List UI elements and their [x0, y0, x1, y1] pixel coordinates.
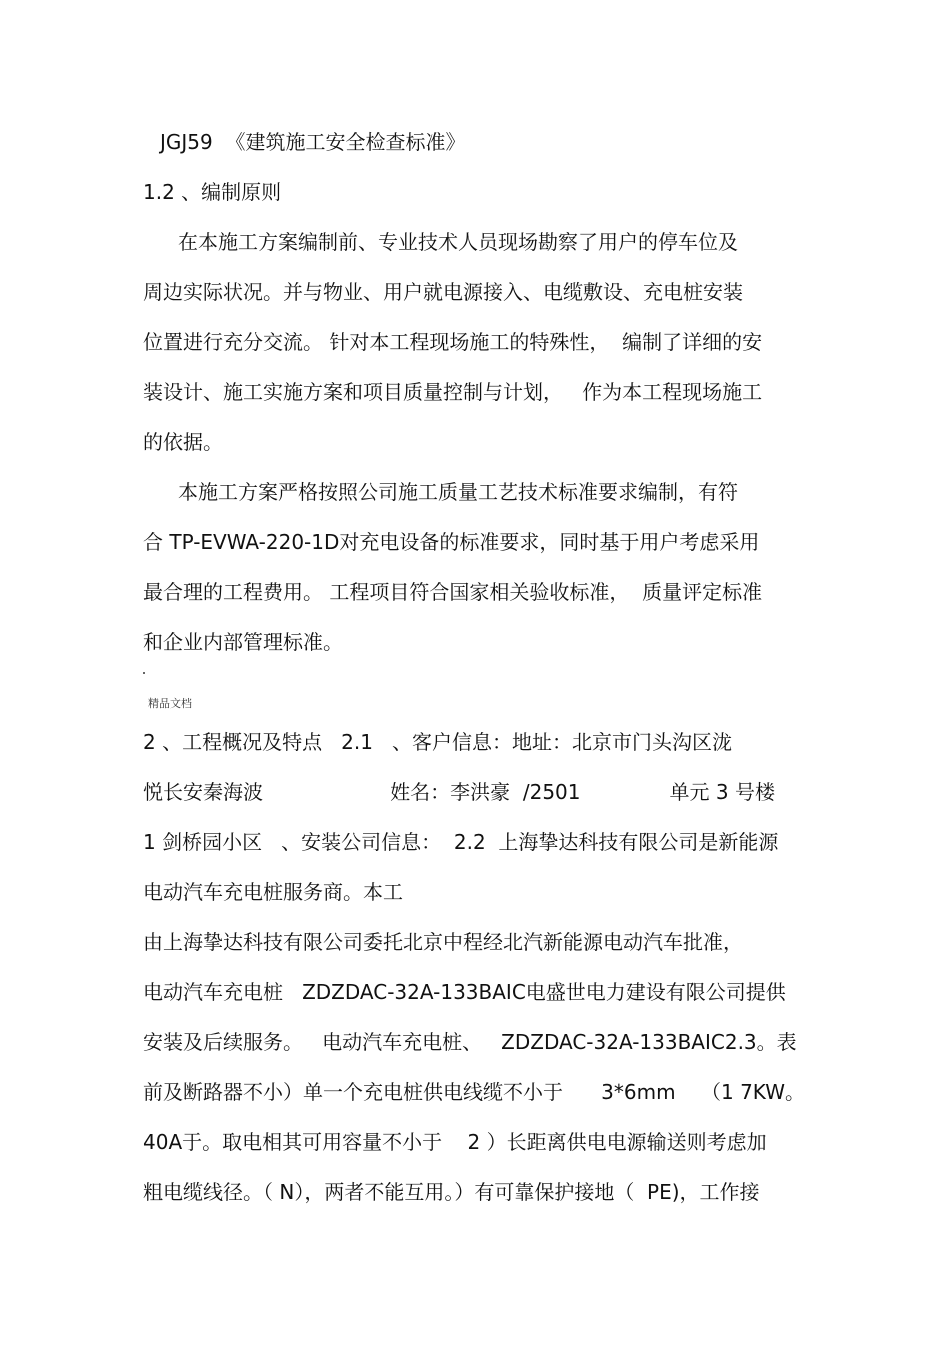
- paragraph-line: 悦长安秦海波 姓名：李洪豪 /2501 单元 3 号楼: [143, 780, 775, 804]
- reference-standard: JGJ59 《建筑施工安全检查标准》: [160, 130, 466, 154]
- paragraph-line: 最合理的工程费用。 工程项目符合国家相关验收标准， 质量评定标准: [143, 580, 763, 604]
- paragraph-line: 的依据。: [143, 430, 223, 454]
- paragraph-line: 本施工方案严格按照公司施工质量工艺技术标准要求编制，有符: [178, 480, 738, 504]
- paragraph-line: 和企业内部管理标准。: [143, 630, 343, 654]
- page-dot-mark: [143, 672, 145, 674]
- watermark-label: 精品文档: [148, 697, 192, 710]
- paragraph-line: 粗电缆线径。（ N），两者不能互用。）有可靠保护接地（ PE)，工作接: [143, 1180, 760, 1204]
- section-heading: 1.2 、编制原则: [143, 180, 282, 204]
- paragraph-line: 安装及后续服务。 电动汽车充电桩、 ZDZDAC-32A-133BAIC2.3。表: [143, 1030, 797, 1054]
- paragraph-line: 电动汽车充电桩服务商。本工: [143, 880, 403, 904]
- section-heading: 2 、工程概况及特点 2.1 、客户信息：地址：北京市门头沟区泷: [143, 730, 733, 754]
- paragraph-line: 装设计、施工实施方案和项目质量控制与计划， 作为本工程现场施工: [143, 380, 763, 404]
- paragraph-line: 40A于。取电相其可用容量不小于 2 ）长距离供电电源输送则考虑加: [143, 1130, 767, 1154]
- paragraph-line: 在本施工方案编制前、专业技术人员现场勘察了用户的停车位及: [178, 230, 738, 254]
- paragraph-line: 位置进行充分交流。 针对本工程现场施工的特殊性， 编制了详细的安: [143, 330, 763, 354]
- paragraph-line: 1 剑桥园小区 、安装公司信息： 2.2 上海挚达科技有限公司是新能源: [143, 830, 779, 854]
- paragraph-line: 电动汽车充电桩 ZDZDAC-32A-133BAIC电盛世电力建设有限公司提供: [143, 980, 786, 1004]
- paragraph-line: 由上海挚达科技有限公司委托北京中程经北汽新能源电动汽车批准，: [143, 930, 743, 954]
- paragraph-line: 前及断路器不小）单一个充电桩供电线缆不小于 3*6mm （1 7KW。: [143, 1080, 805, 1104]
- paragraph-line: 周边实际状况。并与物业、用户就电源接入、电缆敷设、充电桩安装: [143, 280, 743, 304]
- paragraph-line: 合 TP-EVWA-220-1D对充电设备的标准要求，同时基于用户考虑采用: [143, 530, 760, 554]
